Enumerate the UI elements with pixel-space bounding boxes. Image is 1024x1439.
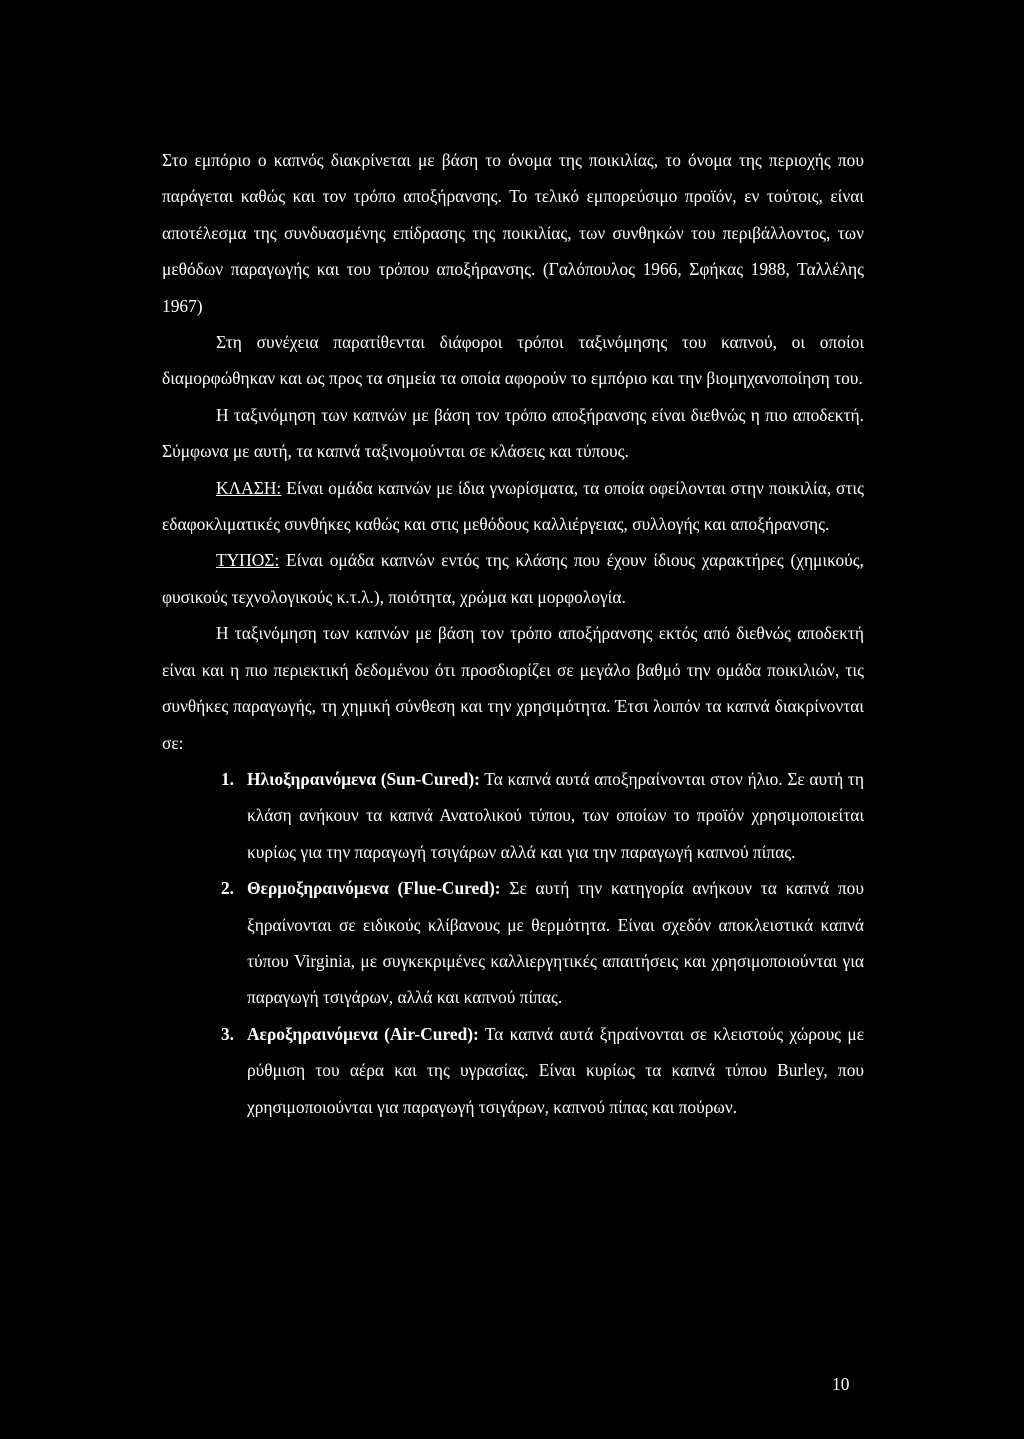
list-item-body <box>247 761 864 870</box>
list-item-body <box>247 1016 864 1125</box>
class-term: ΚΛΑΣΗ: <box>216 477 282 498</box>
list-item-sun-cured <box>162 761 864 870</box>
list-number: 1. <box>220 768 234 789</box>
list-item-body <box>247 870 864 1016</box>
list-term: Αεροξηραινόμενα (Air-Cured): <box>247 1023 479 1044</box>
list-term: Ηλιοξηραινόμενα (Sun-Cured): <box>247 768 480 789</box>
page-number: 10 <box>832 1374 850 1394</box>
paragraph-type-definition <box>162 542 864 615</box>
list-item-flue-cured <box>162 870 864 1016</box>
document-body <box>162 142 864 1125</box>
paragraph-classification-methods: Στη συνέχεια παρατίθενται διάφοροι τρόποι ταξινόμησης του καπνού, οι οποίοι διαμορφώθηκαν και ως προς τα σημεία τα οποία αφορούν το εμπόριο και την βιομηχανοποίηση του. <box>162 332 864 389</box>
list-number: 2. <box>220 878 234 899</box>
type-term: ΤΥΠΟΣ: <box>216 550 280 571</box>
list-item-air-cured <box>162 1016 864 1125</box>
paragraph-class-definition <box>162 470 864 543</box>
paragraph-drying-comprehensive: Η ταξινόμηση των καπνών με βάση τον τρόπο αποξήρανσης εκτός από διεθνώς αποδεκτή είναι και η πιο περιεκτική δεδομένου ότι προσδιορίζει σε μεγάλο βαθμό την ομάδα ποικιλιών, τις συνθήκες παραγωγής, τη χημική σύνθεση και την χρησιμότητα. Έτσι λοιπόν τα καπνά διακρίνονται σε: <box>162 623 864 753</box>
paragraph-drying-classification: Η ταξινόμηση των καπνών με βάση τον τρόπο αποξήρανσης είναι διεθνώς η πιο αποδεκτή. Σύμφωνα με αυτή, τα καπνά ταξινομούνται σε κλάσεις και τύπους. <box>162 404 864 462</box>
list-term: Θερμοξηραινόμενα (Flue-Cured): <box>247 878 501 899</box>
paragraph-intro: Στο εμπόριο ο καπνός διακρίνεται με βάση το όνομα της ποικιλίας, το όνομα της περιοχής που παράγεται καθώς και τον τρόπο αποξήρανσης. Το τελικό εμπορεύσιμο προϊόν, εν τούτοις, είναι αποτέλεσμα της συνδυασμένης επίδρασης της ποικιλίας, των συνθηκών του περιβάλλοντος, των μεθόδων παραγωγής και του τρόπου αποξήρανσης. (Γαλόπουλος 1966, Σφήκας 1988, Ταλλέλης 1967) <box>162 150 864 316</box>
type-definition-text: Είναι ομάδα καπνών εντός της κλάσης που έχουν ίδιους χαρακτήρες (χημικούς, φυσικούς τεχνολογικούς κ.τ.λ.), ποιότητα, χρώμα και μορφολογία. <box>162 550 864 607</box>
list-text: Σε αυτή την κατηγορία ανήκουν τα καπνά που ξηραίνονται σε ειδικούς κλίβανους με θερμότητα. Είναι σχεδόν αποκλειστικά καπνά τύπου Virginia, με συγκεκριμένες καλλιεργητικές απαιτήσεις και χρησιμοποιούνται για παραγωγή τσιγάρων, αλλά και καπνού πίπας. <box>247 878 864 1008</box>
class-definition-text: Είναι ομάδα καπνών με ίδια γνωρίσματα, τα οποία οφείλονται στην ποικιλία, στις εδαφοκλιματικές συνθήκες καθώς και στις μεθόδους καλλιέργειας, συλλογής και αποξήρανσης. <box>162 477 864 535</box>
list-number: 3. <box>220 1023 234 1044</box>
list-text: Τα καπνά αυτά αποξηραίνονται στον ήλιο. Σε αυτή τη κλάση ανήκουν τα καπνά Ανατολικού τύπου, των οποίων το προϊόν χρησιμοποιείται κυρίως για την παραγωγή τσιγάρων αλλά και για την παραγωγή καπνού πίπας. <box>247 768 864 862</box>
list-text: Τα καπνά αυτά ξηραίνονται σε κλειστούς χώρους με ρύθμιση του αέρα και της υγρασίας. Είναι κυρίως τα καπνά τύπου Burley, που χρησιμοποιούνται για παραγωγή τσιγάρων, καπνού πίπας και πούρων. <box>247 1023 865 1117</box>
